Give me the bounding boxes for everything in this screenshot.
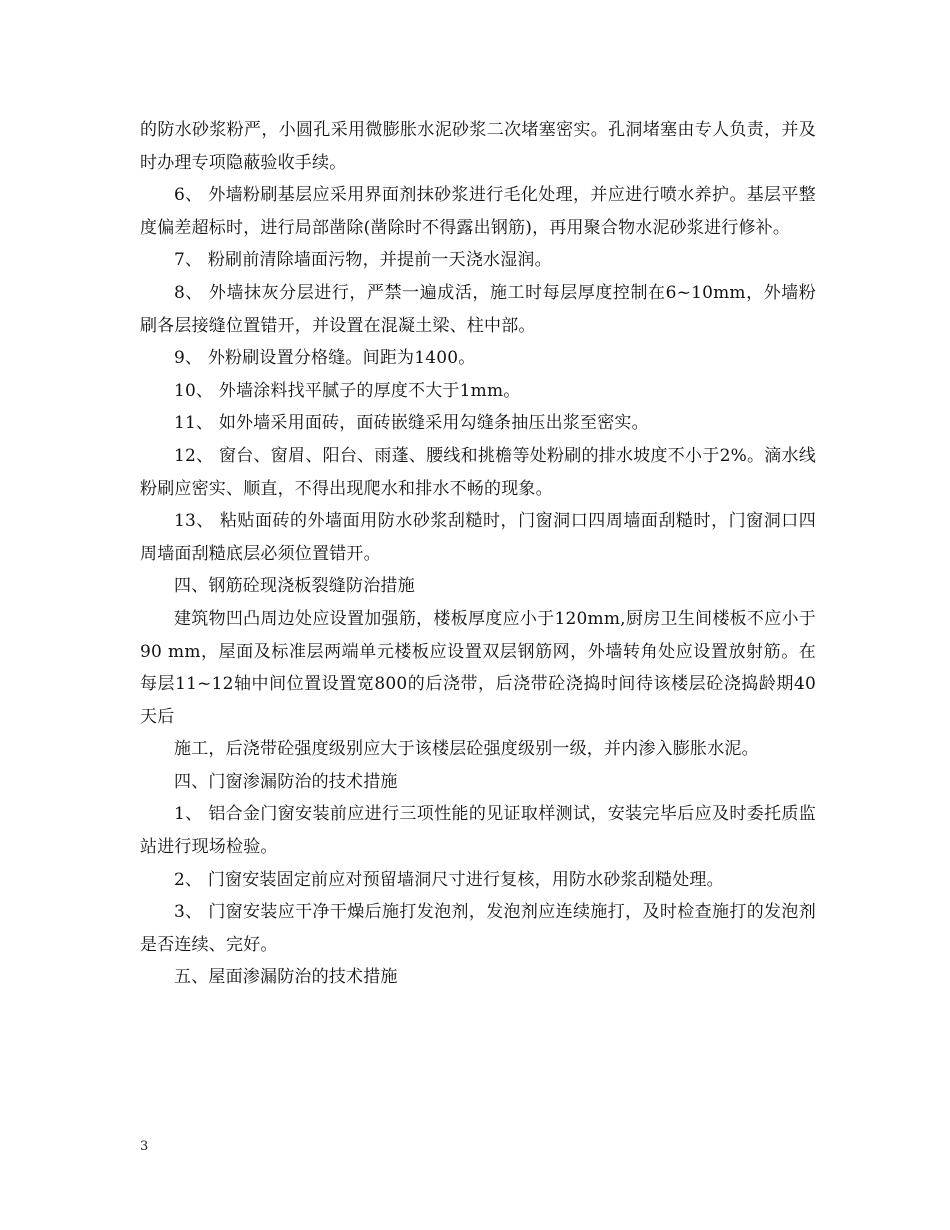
paragraph: 的防水砂浆粉严，小圆孔采用微膨胀水泥砂浆二次堵塞密实。孔洞堵塞由专人负责，并及时办理专项隐蔽验收手续。 bbox=[140, 120, 816, 173]
paragraph: 1、 铝合金门窗安装前应进行三项性能的见证取样测试，安装完毕后应及时委托质监站进行现场检验。 bbox=[140, 804, 816, 858]
section-heading: 四、钢筋砼现浇板裂缝防治措施 bbox=[174, 576, 415, 597]
paragraph: 8、 外墙抹灰分层进行，严禁一遍成活，施工时每层厚度控制在6~10mm，外墙粉刷各层接缝位置错开，并设置在混凝土梁、柱中部。 bbox=[140, 282, 816, 336]
paragraph: 施工，后浇带砼强度级别应大于该楼层砼强度级别一级，并内渗入膨胀水泥。 bbox=[174, 739, 759, 760]
paragraph: 13、 粘贴面砖的外墙面用防水砂浆刮糙时，门窗洞口四周墙面刮糙时，门窗洞口四周墙面刮糙底层必须位置错开。 bbox=[140, 511, 816, 564]
section-heading: 四、门窗渗漏防治的技术措施 bbox=[174, 771, 398, 792]
paragraph: 12、 窗台、窗眉、阳台、雨蓬、腰线和挑檐等处粉刷的排水坡度不小于2%。滴水线粉刷应密实、顺直，不得出现爬水和排水不畅的现象。 bbox=[140, 445, 816, 499]
paragraph: 10、 外墙涂料找平腻子的厚度不大于1mm。 bbox=[174, 380, 521, 401]
paragraph: 9、 外粉刷设置分格缝。间距为1400。 bbox=[174, 348, 476, 369]
document-body bbox=[140, 114, 816, 994]
paragraph: 11、 如外墙采用面砖，面砖嵌缝采用勾缝条抽压出浆至密实。 bbox=[174, 413, 649, 434]
paragraph: 7、 粉刷前清除墙面污物，并提前一天浇水湿润。 bbox=[174, 250, 552, 271]
paragraph: 2、 门窗安装固定前应对预留墙洞尺寸进行复核，用防水砂浆刮糙处理。 bbox=[174, 869, 724, 890]
section-heading: 五、屋面渗漏防治的技术措施 bbox=[174, 967, 398, 988]
paragraph: 6、 外墙粉刷基层应采用界面剂抹砂浆进行毛化处理，并应进行喷水养护。基层平整度偏差超标时，进行局部凿除(凿除时不得露出钢筋)，再用聚合物水泥砂浆进行修补。 bbox=[140, 185, 816, 238]
page-number: 3 bbox=[140, 1139, 149, 1154]
paragraph: 建筑物凹凸周边处应设置加强筋，楼板厚度应小于120mm,厨房卫生间楼板不应小于90 mm，屋面及标准层两端单元楼板应设置双层钢筋网，外墙转角处应设置放射筋。在每层11~12轴中间位置设置宽800的后浇带，后浇带砼浇捣时间待该楼层砼浇捣龄期40天后 bbox=[140, 608, 816, 727]
paragraph: 3、 门窗安装应干净干燥后施打发泡剂，发泡剂应连续施打，及时检查施打的发泡剂是否连续、完好。 bbox=[140, 902, 816, 955]
